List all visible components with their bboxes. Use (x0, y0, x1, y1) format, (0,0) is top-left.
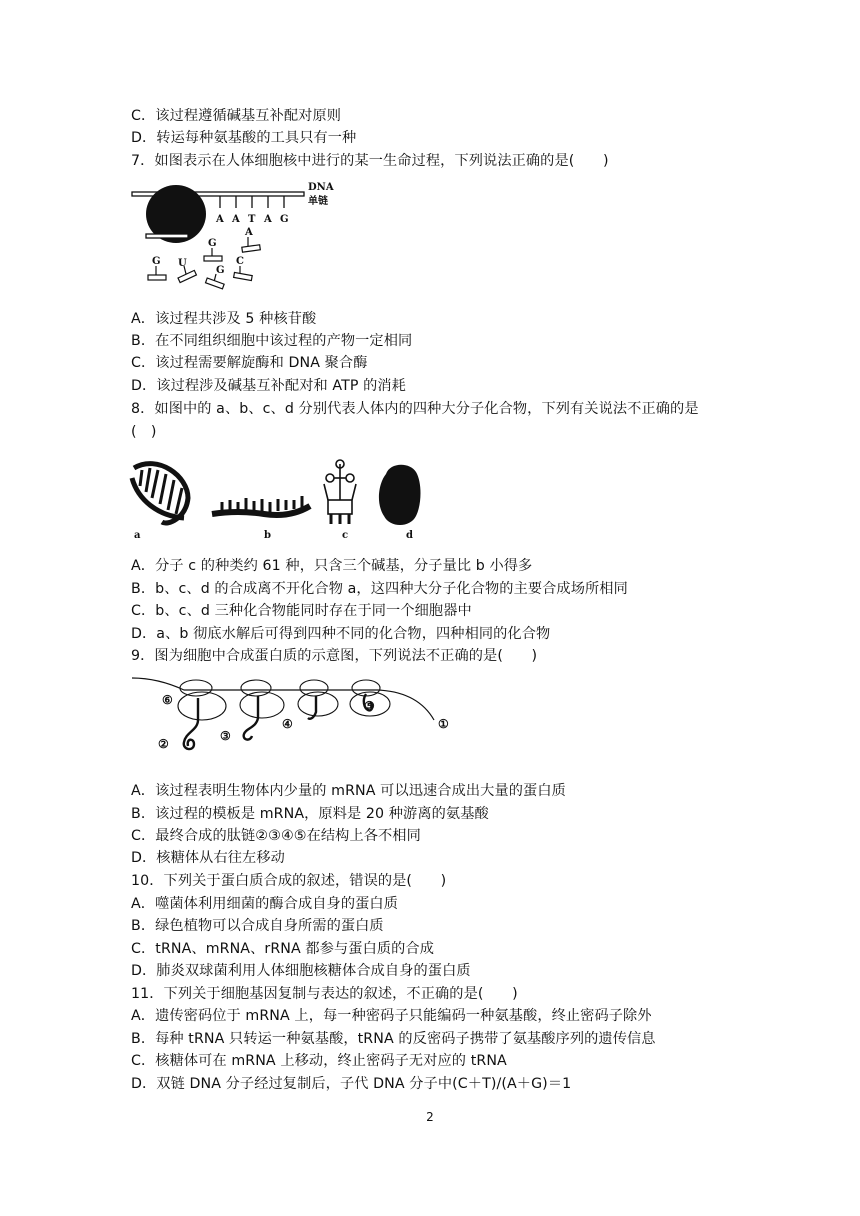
q9-polyribosome-figure (128, 672, 468, 762)
molecule-b-mrna-icon (212, 496, 310, 515)
single-strand-label: 单链 (308, 196, 328, 207)
q7-option-c: C．该过程需要解旋酶和 DNA 聚合酶 (131, 355, 368, 371)
q9-stem: 9．图为细胞中合成蛋白质的示意图，下列说法不正确的是( ) (131, 648, 538, 664)
figure-label-b: b (264, 530, 271, 541)
q8-option-a: A．分子 c 的种类约 61 种，只含三个碱基，分子量比 b 小得多 (131, 558, 533, 574)
q7-option-a: A．该过程共涉及 5 种核苷酸 (131, 311, 317, 327)
dna-label: DNA (308, 182, 334, 193)
q10-stem: 10．下列关于蛋白质合成的叙述，错误的是( ) (131, 873, 447, 889)
q11-stem: 11．下列关于细胞基因复制与表达的叙述，不正确的是( ) (131, 986, 518, 1002)
q8-option-c: C．b、c、d 三种化合物能同时存在于同一个细胞器中 (131, 603, 472, 619)
q7-option-b: B．在不同组织细胞中该过程的产物一定相同 (131, 333, 413, 349)
label-2-chain: ② (158, 737, 169, 751)
q9-option-c: C．最终合成的肽链②③④⑤在结构上各不相同 (131, 828, 421, 844)
q8-stem-cont: ( ) (131, 424, 157, 440)
label-1-mrna: ① (438, 717, 449, 731)
free-base-g1: G (208, 238, 217, 249)
q9-option-b: B．该过程的模板是 mRNA，原料是 20 种游离的氨基酸 (131, 806, 489, 822)
q9-option-d: D．核糖体从右往左移动 (131, 850, 285, 866)
free-base-a: A (245, 227, 253, 238)
q10-option-b: B．绿色植物可以合成自身所需的蛋白质 (131, 918, 384, 934)
free-base-g2: G (152, 256, 161, 267)
q8-option-b: B．b、c、d 的合成离不开化合物 a，这四种大分子化合物的主要合成场所相同 (131, 581, 628, 597)
q6-option-d: D．转运每种氨基酸的工具只有一种 (131, 130, 357, 146)
q7-transcription-figure (128, 178, 348, 290)
q11-option-c: C．核糖体可在 mRNA 上移动，终止密码子无对应的 tRNA (131, 1053, 507, 1069)
strand-base-4: A (264, 214, 272, 225)
label-4-chain: ④ (282, 717, 293, 731)
q10-option-c: C．tRNA、mRNA、rRNA 都参与蛋白质的合成 (131, 941, 435, 957)
strand-base-5: G (280, 214, 289, 225)
q8-macromolecule-figure (128, 456, 428, 542)
q11-option-a: A．遗传密码位于 mRNA 上，每一种密码子只能编码一种氨基酸，终止密码子除外 (131, 1008, 652, 1024)
free-base-c: C (236, 256, 244, 267)
page-number: 2 (426, 1110, 434, 1124)
label-3-chain: ③ (220, 729, 231, 743)
q11-option-d: D．双链 DNA 分子经过复制后，子代 DNA 分子中(C＋T)/(A＋G)＝1 (131, 1076, 572, 1092)
figure-label-d: d (406, 530, 413, 541)
figure-label-c: c (342, 530, 349, 541)
molecule-a-dna-icon (132, 464, 188, 523)
q10-option-d: D．肺炎双球菌利用人体细胞核糖体合成自身的蛋白质 (131, 963, 471, 979)
q10-option-a: A．噬菌体利用细菌的酶合成自身的蛋白质 (131, 896, 398, 912)
strand-base-2: A (232, 214, 240, 225)
strand-base-3: T (248, 214, 256, 225)
q8-option-d: D．a、b 彻底水解后可得到四种不同的化合物，四种相同的化合物 (131, 626, 551, 642)
q7-option-d: D．该过程涉及碱基互补配对和 ATP 的消耗 (131, 378, 406, 394)
label-6-ribosome: ⑥ (162, 693, 173, 707)
q11-option-b: B．每种 tRNA 只转运一种氨基酸，tRNA 的反密码子携带了氨基酸序列的遗传信息 (131, 1031, 656, 1047)
figure-label-a: a (134, 530, 141, 541)
q6-option-c: C．该过程遵循碱基互补配对原则 (131, 108, 342, 124)
molecule-d-ribosome-icon (379, 465, 421, 525)
strand-base-1: A (216, 214, 224, 225)
label-5-chain: ⑤ (364, 699, 375, 713)
q9-option-a: A．该过程表明生物体内少量的 mRNA 可以迅速合成出大量的蛋白质 (131, 783, 566, 799)
free-base-u: U (178, 258, 187, 269)
q7-stem: 7．如图表示在人体细胞核中进行的某一生命过程，下列说法正确的是( ) (131, 153, 609, 169)
free-base-g3: G (216, 265, 225, 276)
molecule-c-trna-icon (324, 460, 356, 524)
q8-stem: 8．如图中的 a、b、c、d 分别代表人体内的四种大分子化合物，下列有关说法不正确的是 (131, 401, 699, 417)
